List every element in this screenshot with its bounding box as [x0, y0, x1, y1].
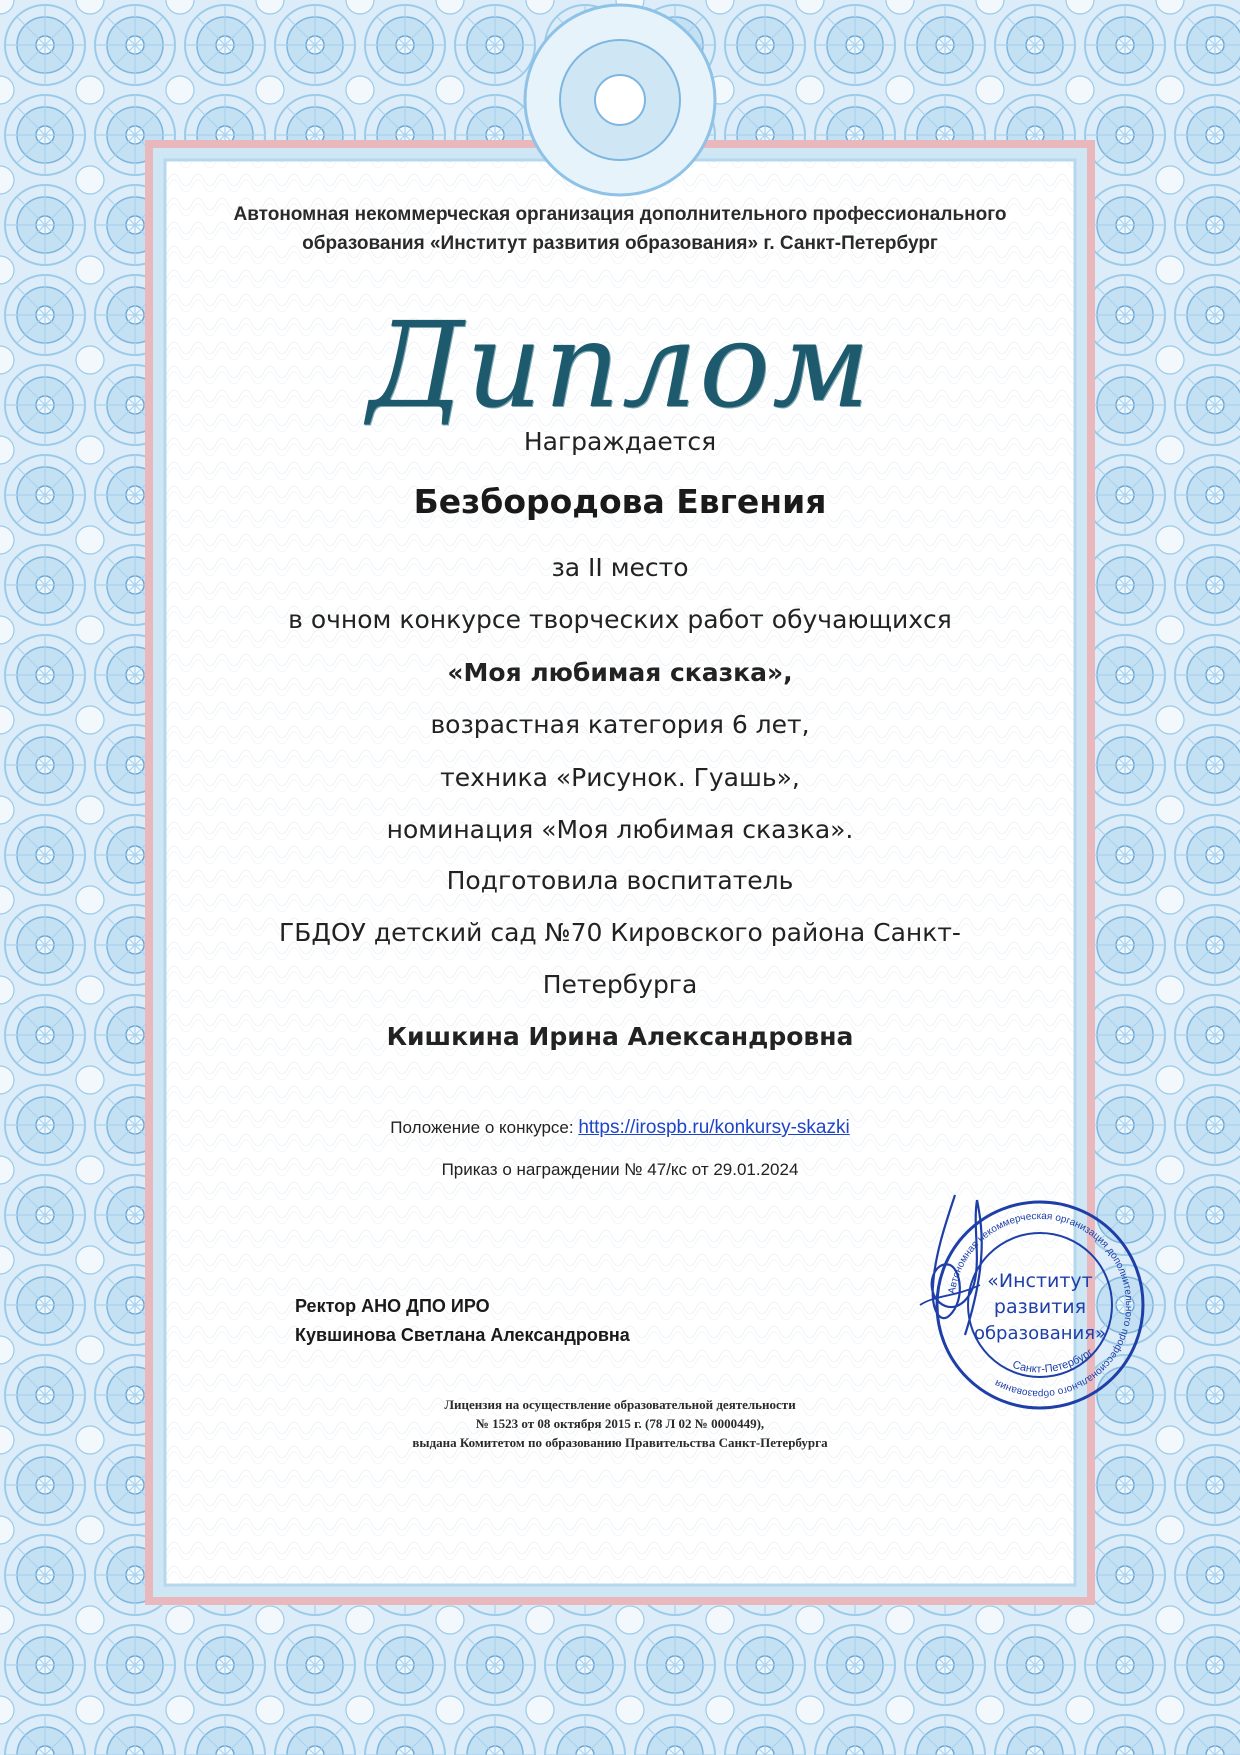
recipient-name: Безбородова Евгения	[413, 482, 827, 521]
stamp-center-line-1: «Институт	[987, 1270, 1093, 1292]
organization-line-2: образования «Институт развития образования» г. Санкт-Петербург	[302, 233, 938, 254]
diploma-title: Диплом	[368, 296, 872, 434]
place-text: за II место	[551, 553, 689, 582]
organization-header	[180, 200, 1060, 258]
organization-line-1: Автономная некоммерческая организация дополнительного профессионального	[233, 204, 1007, 225]
license-line-2: № 1523 от 08 октября 2015 г. (78 Л 02 № 0000449),	[475, 1416, 765, 1431]
teacher-org-line-2: Петербурга	[542, 970, 698, 999]
stamp-ring-text: Автономная некоммерческая организация дополнительного профессионального образования	[946, 1210, 1135, 1400]
regulation-label: Положение о конкурсе:	[390, 1118, 574, 1137]
license-line-1: Лицензия на осуществление образовательной деятельности	[444, 1397, 796, 1412]
diploma-content	[180, 0, 1135, 1755]
rector-title: Ректор АНО ДПО ИРО	[295, 1296, 490, 1316]
stamp-center-line-2: развития	[993, 1296, 1087, 1318]
teacher-org-line-1: ГБДОУ детский сад №70 Кировского района Санкт-	[279, 918, 961, 947]
license-line-3: выдана Комитетом по образованию Правительства Санкт-Петербурга	[412, 1435, 828, 1450]
regulation-line	[180, 1117, 1060, 1139]
regulation-link[interactable]: https://irospb.ru/konkursy-skazki	[578, 1117, 850, 1138]
teacher-name: Кишкина Ирина Александровна	[386, 1022, 854, 1051]
contest-name: «Моя любимая сказка»,	[447, 658, 793, 687]
prepared-by: Подготовила воспитатель	[446, 866, 794, 895]
age-category: возрастная категория 6 лет,	[430, 710, 810, 739]
stamp-center-line-3: образования»	[973, 1323, 1107, 1344]
rector-name: Кувшинова Светлана Александровна	[295, 1325, 630, 1345]
stamp-city: Санкт-Петербург	[1010, 1346, 1096, 1376]
organization-stamp	[930, 1195, 1150, 1415]
rector-block	[295, 1292, 795, 1350]
contest-line: в очном конкурсе творческих работ обучающихся	[288, 605, 952, 634]
license-info	[180, 1395, 1060, 1452]
award-order: Приказ о награждении № 47/кс от 29.01.2024	[441, 1160, 799, 1179]
technique: техника «Рисунок. Гуашь»,	[440, 763, 800, 792]
awarded-label: Награждается	[523, 427, 717, 456]
svg-text:Санкт-Петербург	[1011, 1346, 1095, 1375]
nomination: номинация «Моя любимая сказка».	[386, 815, 854, 844]
